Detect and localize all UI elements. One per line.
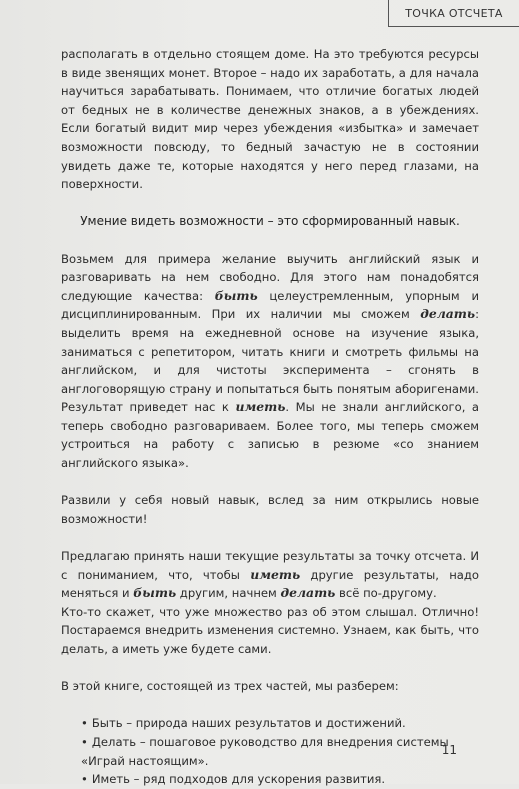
callout-statement: Умение видеть возможности – это сформированный навык. [80, 214, 460, 229]
book-parts-list [61, 714, 479, 788]
keyword-byt: быть [214, 287, 258, 303]
paragraph-4-text-3: другим, начнем [176, 586, 281, 601]
paragraph-2-text-1: Возьмем для примера желание выучить английский язык и разговаривать на нем свободно. Для этого нам понадобятся следующие качества: [61, 251, 479, 303]
list-item: • Иметь – ряд подходов для ускорения развития. [81, 770, 479, 789]
paragraph-4 [61, 547, 479, 603]
keyword-byt: быть [133, 585, 177, 601]
list-item: • Быть – природа наших результатов и достижений. [81, 714, 479, 733]
body-text [61, 45, 479, 789]
paragraph-4-text-1: Предлагаю принять наши текущие результаты за точку отсчета. И с пониманием, что, чтобы [61, 549, 479, 582]
paragraph-4-text-4: всё по-другому. [335, 586, 437, 601]
paragraph-2-text-4: . Мы не знали английского, а теперь свободно разговариваем. Более того, мы теперь сможем устроиться на работу с записью в резюме «со знанием английского языка». [61, 400, 479, 471]
keyword-imet: иметь [235, 399, 286, 415]
paragraph-2 [61, 250, 479, 473]
paragraph-5: Кто-то скажет, что уже множество раз об этом слышал. Отлично! Постараемся внедрить изменения системно. Узнаем, как быть, что делать, а иметь уже будете сами. [61, 604, 479, 656]
page-number: 11 [441, 743, 457, 757]
paragraph-4-text-2: другие результаты, надо меняться и [61, 567, 479, 601]
keyword-imet: иметь [250, 566, 301, 582]
paragraph-1: располагать в отдельно стоящем доме. На это требуются ресурсы в виде звенящих монет. Второе – надо их заработать, а для начала научиться зарабатывать. Понимаем, что отличие богатых людей от бедных не в количестве денежных знаков, а в убеждениях. Если богатый видит мир через убеждения «избытка» и замечает возможности повсюду, то бедный зачастую не в состоянии увидеть даже те, которые находятся у него перед глазами, на поверхности. [61, 47, 479, 192]
paragraph-6: В этой книге, состоящей из трех частей, мы разберем: [61, 679, 399, 694]
keyword-delat: делать [420, 306, 476, 322]
running-head-title: ТОЧКА ОТСЧЕТА [405, 6, 503, 20]
paragraph-2-text-2: целеустремленным, упорным и дисциплинированным. При их наличии мы сможем [61, 288, 479, 322]
keyword-delat: делать [280, 585, 336, 601]
running-head [388, 0, 519, 27]
paragraph-3: Развили у себя новый навык, вслед за ним открылись новые возможности! [61, 493, 479, 526]
list-item: • Делать – пошаговое руководство для внедрения системы «Играй настоящим». [81, 733, 479, 770]
paragraph-2-text-3: : выделить время на ежедневной основе на изучение языка, заниматься с репетитором, читать книги и смотреть фильмы на английском, и для чистоты эксперимента – сгонять в англоговорящую страну и попытаться быть понятым аборигенами. Результат приведет нас к [61, 307, 479, 415]
